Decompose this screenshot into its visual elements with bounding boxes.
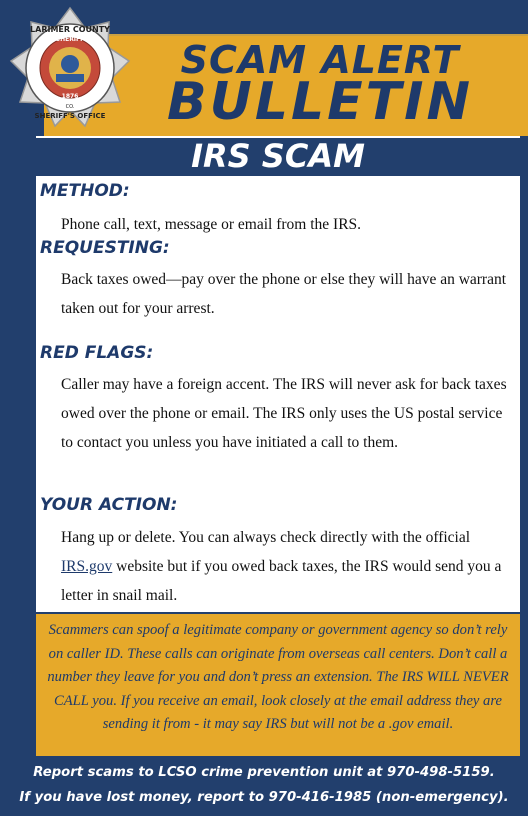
method-text: Phone call, text, message or email from the IRS. <box>61 216 362 233</box>
badge-year: 1876 <box>61 93 79 100</box>
badge-top-text: LARIMER COUNTY <box>30 25 110 34</box>
footer-lost-money-line: If you have lost money, report to 970-416-1985 (non-emergency). <box>19 790 509 805</box>
requesting-text: Back taxes owed—pay over the phone or else they will have an warrant taken out for your arrest. <box>61 271 507 317</box>
your-action-text <box>61 523 513 610</box>
badge-ribbon: SHERIFF <box>55 36 85 43</box>
badge-bottom-text: SHERIFF'S OFFICE <box>34 112 106 120</box>
title-scam-alert: SCAM ALERT <box>180 38 460 82</box>
footer-report-line: Report scams to LCSO crime prevention unit at 970-498-5159. <box>33 765 495 780</box>
irs-gov-link[interactable]: IRS.gov <box>61 558 113 575</box>
action-text-after: website but if you owed back taxes, the IRS would send you a letter in snail mail. <box>61 558 502 604</box>
title-bulletin: BULLETIN <box>167 72 473 132</box>
warning-text: Scammers can spoof a legitimate company or government agency so don’t rely on caller ID. These calls can originate from overseas call centers. Don’t call a number they leave for you and don’t press an extension. The IRS WILL NEVER CALL you. If you receive an email, look closely at the email address they are sending it from - it may say IRS but will not be a .gov email. <box>47 622 509 732</box>
method-heading: METHOD: <box>40 181 130 201</box>
page-subtitle: IRS SCAM <box>191 137 365 175</box>
red-flags-text: Caller may have a foreign accent. The IRS will never ask for back taxes owed over the phone or email. The IRS only uses the US postal service to contact you unless you have initiated a call to them. <box>61 376 507 451</box>
sheriff-badge-icon <box>8 6 132 130</box>
badge-co: CO. <box>65 104 75 110</box>
requesting-heading: REQUESTING: <box>40 238 170 258</box>
action-text-before: Hang up or delete. You can always check directly with the official <box>61 529 471 546</box>
red-flags-heading: RED FLAGS: <box>40 343 154 363</box>
your-action-heading: YOUR ACTION: <box>40 495 178 515</box>
